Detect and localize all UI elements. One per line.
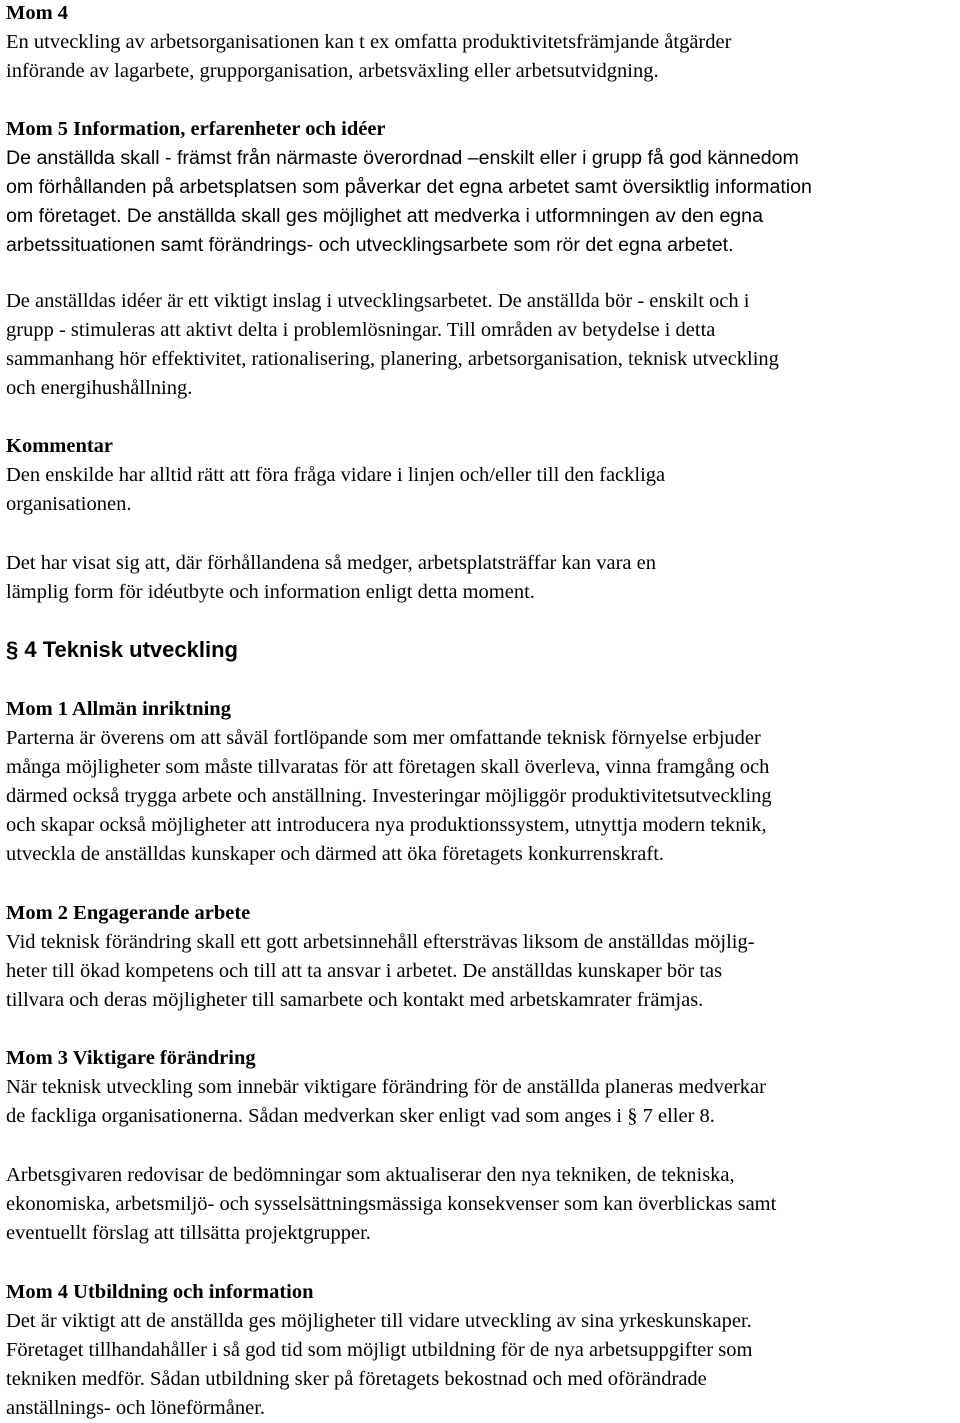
paragraph-line: Företaget tillhandahåller i så god tid som möjligt utbildning för de nya arbetsuppgifter som <box>6 1339 753 1361</box>
heading-mom4-top: Mom 4 <box>6 2 69 24</box>
paragraph-line: Det är viktigt att de anställda ges möjligheter till vidare utveckling av sina yrkeskunskaper. <box>6 1310 752 1332</box>
heading-kommentar: Kommentar <box>6 435 114 457</box>
section-ideas <box>6 287 956 403</box>
paragraph-line: De anställdas idéer är ett viktigt inslag i utvecklingsarbetet. De anställda bör - enskilt och i <box>6 290 750 312</box>
paragraph-line: om förhållanden på arbetsplatsen som påverkar det egna arbetet samt översiktlig information <box>6 176 812 198</box>
paragraph-line: Den enskilde har alltid rätt att föra fråga vidare i linjen och/eller till den fackliga <box>6 464 666 486</box>
paragraph-line: Det har visat sig att, där förhållandena så medger, arbetsplatsträffar kan vara en <box>6 552 656 574</box>
paragraph-line: När teknisk utveckling som innebär viktigare förändring för de anställda planeras medverkar <box>6 1076 766 1098</box>
section-symbol: § <box>6 637 19 662</box>
paragraph-line: organisationen. <box>6 493 132 515</box>
heading-mom2: Mom 2 Engagerande arbete <box>6 902 251 924</box>
section-mom2 <box>6 899 956 1015</box>
heading-mom4-training: Mom 4 Utbildning och information <box>6 1281 314 1303</box>
paragraph-line: tekniken medför. Sådan utbildning sker på företagets bekostnad och med oförändrade <box>6 1368 707 1390</box>
paragraph-line: och energihushållning. <box>6 377 193 399</box>
paragraph-line: sammanhang hör effektivitet, rationalisering, planering, arbetsorganisation, teknisk utveckling <box>6 348 779 370</box>
paragraph-line: Parterna är överens om att såväl fortlöpande som mer omfattande teknisk förnyelse erbjuder <box>6 727 761 749</box>
heading-mom1: Mom 1 Allmän inriktning <box>6 698 231 720</box>
section-mom4-training <box>6 1278 956 1423</box>
section-workplace-meetings <box>6 549 956 607</box>
section-mom1 <box>6 695 956 869</box>
paragraph-line: införande av lagarbete, grupporganisation, arbetsväxling eller arbetsutvidgning. <box>6 60 659 82</box>
heading-mom3: Mom 3 Viktigare förändring <box>6 1047 256 1069</box>
paragraph-line: tillvara och deras möjligheter till samarbete och kontakt med arbetskamrater främjas. <box>6 989 704 1011</box>
chapter-heading <box>6 635 956 665</box>
chapter-title: 4 Teknisk utveckling <box>24 637 238 662</box>
heading-mom5: Mom 5 Information, erfarenheter och idéer <box>6 118 386 140</box>
section-employer <box>6 1161 956 1248</box>
paragraph-line: om företaget. De anställda skall ges möjlighet att medverka i utformningen av den egna <box>6 205 763 227</box>
paragraph-line: heter till ökad kompetens och till att ta ansvar i arbetet. De anställdas kunskaper bör tas <box>6 960 723 982</box>
paragraph-line: De anställda skall - främst från närmaste överordnad –enskilt eller i grupp få god kännedom <box>6 147 799 169</box>
paragraph-line: de fackliga organisationerna. Sådan medverkan sker enligt vad som anges i § 7 eller 8. <box>6 1105 715 1127</box>
paragraph-line: lämplig form för idéutbyte och information enligt detta moment. <box>6 581 535 603</box>
section-mom4-top <box>6 0 956 86</box>
section-kommentar <box>6 432 956 519</box>
paragraph-line: och skapar också möjligheter att introducera nya produktionssystem, utnyttja modern teknik, <box>6 814 767 836</box>
paragraph-line: utveckla de anställdas kunskaper och därmed att öka företagets konkurrenskraft. <box>6 843 665 865</box>
paragraph-line: arbetssituationen samt förändrings- och utvecklingsarbete som rör det egna arbetet. <box>6 234 734 256</box>
paragraph-line: därmed också trygga arbete och anställning. Investeringar möjliggör produktivitetsutveckling <box>6 785 772 807</box>
paragraph-line: Vid teknisk förändring skall ett gott arbetsinnehåll eftersträvas liksom de anställdas möjlig- <box>6 931 755 953</box>
paragraph-line: grupp - stimuleras att aktivt delta i problemlösningar. Till områden av betydelse i detta <box>6 319 716 341</box>
paragraph-line: ekonomiska, arbetsmiljö- och sysselsättningsmässiga konsekvenser som kan överblickas samt <box>6 1193 777 1215</box>
paragraph-line: Arbetsgivaren redovisar de bedömningar som aktualiserar den nya tekniken, de tekniska, <box>6 1164 735 1186</box>
paragraph-line: anställnings- och löneförmåner. <box>6 1397 266 1419</box>
paragraph-line: eventuellt förslag att tillsätta projektgrupper. <box>6 1222 371 1244</box>
paragraph-line: många möjligheter som måste tillvaratas för att företagen skall överleva, vinna framgång och <box>6 756 770 778</box>
section-mom5 <box>6 115 956 260</box>
section-mom3 <box>6 1044 956 1131</box>
paragraph-line: En utveckling av arbetsorganisationen kan t ex omfatta produktivitetsfrämjande åtgärder <box>6 31 732 53</box>
